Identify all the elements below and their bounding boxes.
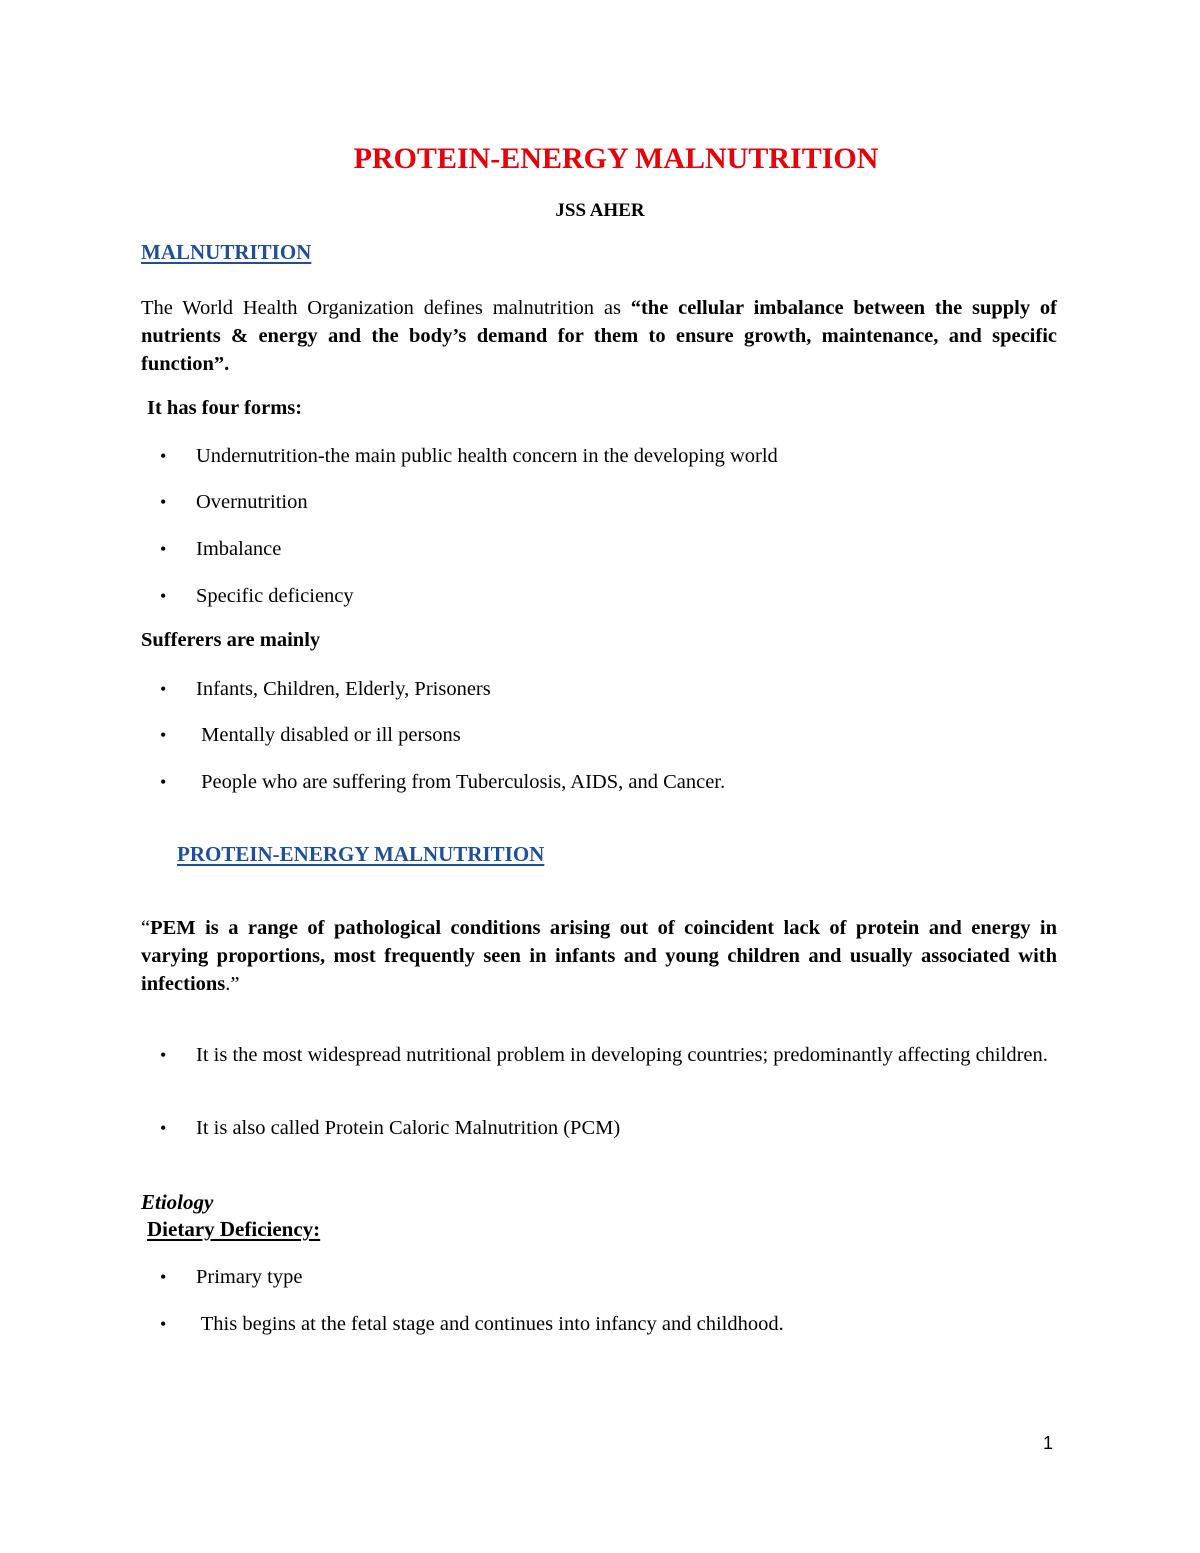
bullet-icon: • <box>160 1118 167 1138</box>
document-title: PROTEIN-ENERGY MALNUTRITION <box>353 142 879 175</box>
sufferer-item-text: Mentally disabled or ill persons <box>196 724 461 746</box>
who-definition-quote: “the cellular imbalance between the supply of nutrients & energy and the body’s demand for them to ensure growth, maintenance, and specific function”. <box>141 297 1057 375</box>
who-definition-paragraph <box>141 294 1057 378</box>
sufferer-item-text: Infants, Children, Elderly, Prisoners <box>196 678 491 700</box>
form-item-text: Specific deficiency <box>196 585 354 607</box>
pem-point-text: It is the most widespread nutritional problem in developing countries; predominantly affecting children. <box>196 1044 1048 1066</box>
bullet-icon: • <box>160 772 167 792</box>
form-item-text: Undernutrition-the main public health concern in the developing world <box>196 445 778 467</box>
etiology-point-text: This begins at the fetal stage and continues into infancy and childhood. <box>196 1313 784 1335</box>
bullet-icon: • <box>160 492 167 512</box>
forms-label: It has four forms: <box>147 397 303 419</box>
form-item-text: Imbalance <box>196 538 282 560</box>
page-number: 1 <box>1043 1433 1054 1453</box>
etiology-heading: Etiology <box>141 1190 214 1214</box>
pem-quote-open: “ <box>141 917 151 939</box>
dietary-deficiency-heading: Dietary Deficiency: <box>147 1217 321 1241</box>
etiology-point-text: Primary type <box>196 1266 303 1288</box>
pem-point-text: It is also called Protein Caloric Malnutrition (PCM) <box>196 1117 621 1139</box>
bullet-icon: • <box>160 539 167 559</box>
sufferer-item-text: People who are suffering from Tuberculosis, AIDS, and Cancer. <box>196 771 726 793</box>
document-author: JSS AHER <box>555 200 645 221</box>
bullet-icon: • <box>160 725 167 745</box>
who-definition-plain: The World Health Organization defines malnutrition as <box>141 297 631 319</box>
bullet-icon: • <box>160 586 167 606</box>
section-heading-malnutrition: MALNUTRITION <box>141 240 312 264</box>
pem-definition-paragraph <box>141 914 1057 998</box>
bullet-icon: • <box>160 1314 167 1334</box>
bullet-icon: • <box>160 1045 167 1065</box>
bullet-icon: • <box>160 1267 167 1287</box>
bullet-icon: • <box>160 679 167 699</box>
section-heading-pem: PROTEIN-ENERGY MALNUTRITION <box>177 842 545 866</box>
pem-quote-close: .” <box>225 973 240 995</box>
sufferers-label: Sufferers are mainly <box>141 629 321 651</box>
list-item <box>160 1042 1060 1096</box>
pem-definition-text: PEM is a range of pathological conditions arising out of coincident lack of protein and energy in varying proportions, most frequently seen in infants and young children and usually associated with infections <box>141 917 1057 995</box>
form-item-text: Overnutrition <box>196 491 308 513</box>
bullet-icon: • <box>160 446 167 466</box>
